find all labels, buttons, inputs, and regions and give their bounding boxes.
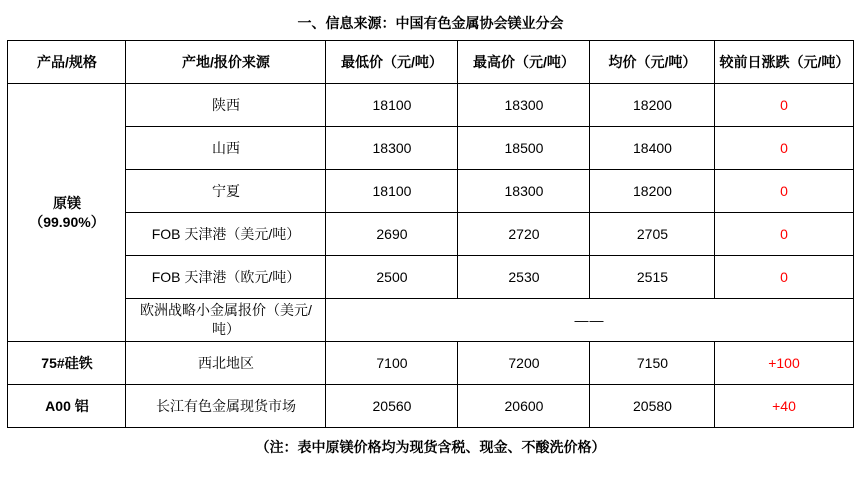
table-title-row	[8, 6, 853, 41]
low-price-cell: 18300	[326, 127, 458, 170]
source-cell: 长江有色金属现货市场	[126, 385, 326, 428]
table-row	[8, 385, 853, 428]
low-price-cell: 18100	[326, 84, 458, 127]
low-price-cell: 7100	[326, 342, 458, 385]
avg-price-cell: 20580	[590, 385, 715, 428]
page-title: 一、信息来源：中国有色金属协会镁业分会	[8, 6, 853, 41]
column-header-change: 较前日涨跌（元/吨）	[715, 41, 853, 84]
source-cell: 陕西	[126, 84, 326, 127]
high-price-cell: 20600	[458, 385, 590, 428]
table-row	[8, 299, 853, 342]
product-label-line1: 原镁	[52, 194, 81, 211]
change-cell: 0	[715, 170, 853, 213]
source-cell: 欧洲战略小金属报价（美元/吨）	[126, 299, 326, 342]
table-row	[8, 170, 853, 213]
column-header-avg-price: 均价（元/吨）	[590, 41, 715, 84]
column-header-product: 产品/规格	[8, 41, 126, 84]
low-price-cell: 18100	[326, 170, 458, 213]
avg-price-cell: 2515	[590, 256, 715, 299]
low-price-cell: 20560	[326, 385, 458, 428]
high-price-cell: 2530	[458, 256, 590, 299]
source-cell: FOB 天津港（美元/吨）	[126, 213, 326, 256]
avg-price-cell: 2705	[590, 213, 715, 256]
table-note-row	[8, 428, 853, 467]
change-cell: 0	[715, 213, 853, 256]
change-cell: 0	[715, 256, 853, 299]
product-label-line2: （99.90%）	[29, 213, 105, 230]
change-cell: +40	[715, 385, 853, 428]
no-quote-cell: ——	[326, 299, 853, 342]
high-price-cell: 2720	[458, 213, 590, 256]
high-price-cell: 18300	[458, 170, 590, 213]
column-header-high-price: 最高价（元/吨）	[458, 41, 590, 84]
product-cell-ferrosilicon: 75#硅铁	[8, 342, 126, 385]
high-price-cell: 7200	[458, 342, 590, 385]
change-cell: +100	[715, 342, 853, 385]
table-row	[8, 342, 853, 385]
product-cell-magnesium	[8, 84, 126, 342]
table-row	[8, 213, 853, 256]
magnesium-price-table	[7, 6, 853, 466]
avg-price-cell: 18200	[590, 84, 715, 127]
product-cell-aluminum: A00 铝	[8, 385, 126, 428]
table-header-row	[8, 41, 853, 84]
column-header-source: 产地/报价来源	[126, 41, 326, 84]
avg-price-cell: 7150	[590, 342, 715, 385]
column-header-low-price: 最低价（元/吨）	[326, 41, 458, 84]
low-price-cell: 2690	[326, 213, 458, 256]
source-cell: 西北地区	[126, 342, 326, 385]
change-cell: 0	[715, 127, 853, 170]
source-cell: 宁夏	[126, 170, 326, 213]
change-cell: 0	[715, 84, 853, 127]
source-cell: FOB 天津港（欧元/吨）	[126, 256, 326, 299]
table-row	[8, 84, 853, 127]
price-sheet	[0, 6, 861, 479]
high-price-cell: 18500	[458, 127, 590, 170]
table-row	[8, 256, 853, 299]
avg-price-cell: 18200	[590, 170, 715, 213]
source-cell: 山西	[126, 127, 326, 170]
avg-price-cell: 18400	[590, 127, 715, 170]
table-row	[8, 127, 853, 170]
high-price-cell: 18300	[458, 84, 590, 127]
low-price-cell: 2500	[326, 256, 458, 299]
table-note: （注：表中原镁价格均为现货含税、现金、不酸洗价格）	[8, 428, 853, 467]
